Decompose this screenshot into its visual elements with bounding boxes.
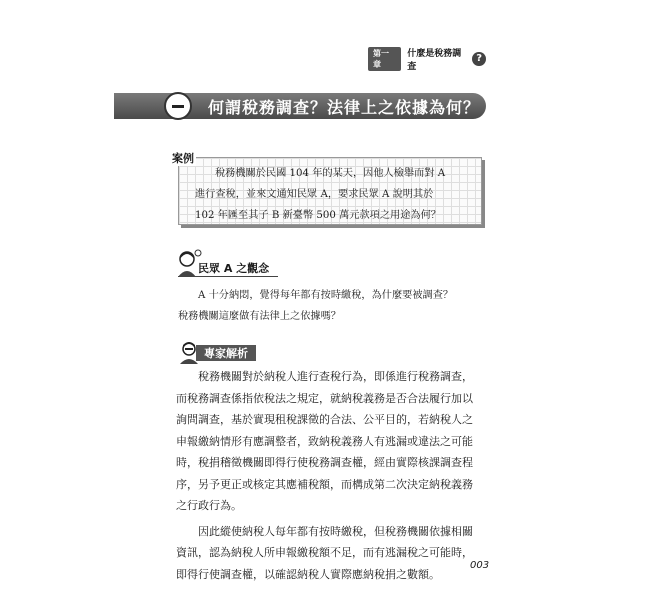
case-label: 案例	[172, 152, 194, 165]
expert-label: 專家解析	[196, 345, 256, 361]
section-number-circle	[164, 92, 192, 120]
chapter-name: 什麼是稅務調查	[407, 48, 462, 72]
case-line: 進行查稅，並來文通知民眾 A，要求民眾 A 說明其於	[195, 189, 434, 200]
question-mark-icon: ?	[472, 52, 486, 66]
case-text	[195, 163, 475, 226]
section-title: 何謂稅務調查？法律上之依據為何？	[208, 97, 481, 117]
expert-paragraph: 因此縱使納稅人每年都有按時繳稅，但稅務機關依據相關資訊，認為納稅人所申報繳稅額不足，而有逃漏稅之可能時，即得行使調查權，以確認納稅人實際應納稅捐之數額。	[176, 524, 473, 581]
chapter-header	[368, 48, 486, 72]
case-line: 稅務機關於民國 104 年的某天，因他人檢舉而對 A	[215, 168, 446, 179]
viewpoint-line: 稅務機關這麼做有法律上之依據嗎？	[178, 311, 341, 322]
viewpoint-divider	[178, 276, 278, 277]
viewpoint-line: A 十分納悶，覺得每年都有按時繳稅，為什麼要被調查？	[198, 290, 454, 301]
section-number-one-icon	[172, 105, 184, 108]
viewpoint-label: 民眾 A 之觀念	[198, 262, 270, 275]
page-number: 003	[470, 560, 490, 571]
case-line: 102 年匯至其子 B 新臺幣 500 萬元款項之用途為何？	[195, 210, 441, 221]
section-title-bar	[114, 93, 486, 119]
chapter-number: 第一章	[368, 47, 401, 71]
expert-text	[176, 366, 480, 589]
viewpoint-text	[178, 285, 478, 327]
expert-paragraph: 稅務機關對於納稅人進行查稅行為，即係進行稅務調查，而稅務調查係指依稅法之規定，就納稅義務是否合法履行加以詢問調查，基於實現租稅課徵的合法、公平目的，若納稅人之申報繳納情形有應調整者，致納稅義務人有逃漏或違法之可能時，稅捐稽徵機關即得行使稅務調查權，經由實際核課調查程序，另予更正或核定其應補稅額，而構成第二次決定納稅義務之行政行為。	[176, 370, 473, 512]
